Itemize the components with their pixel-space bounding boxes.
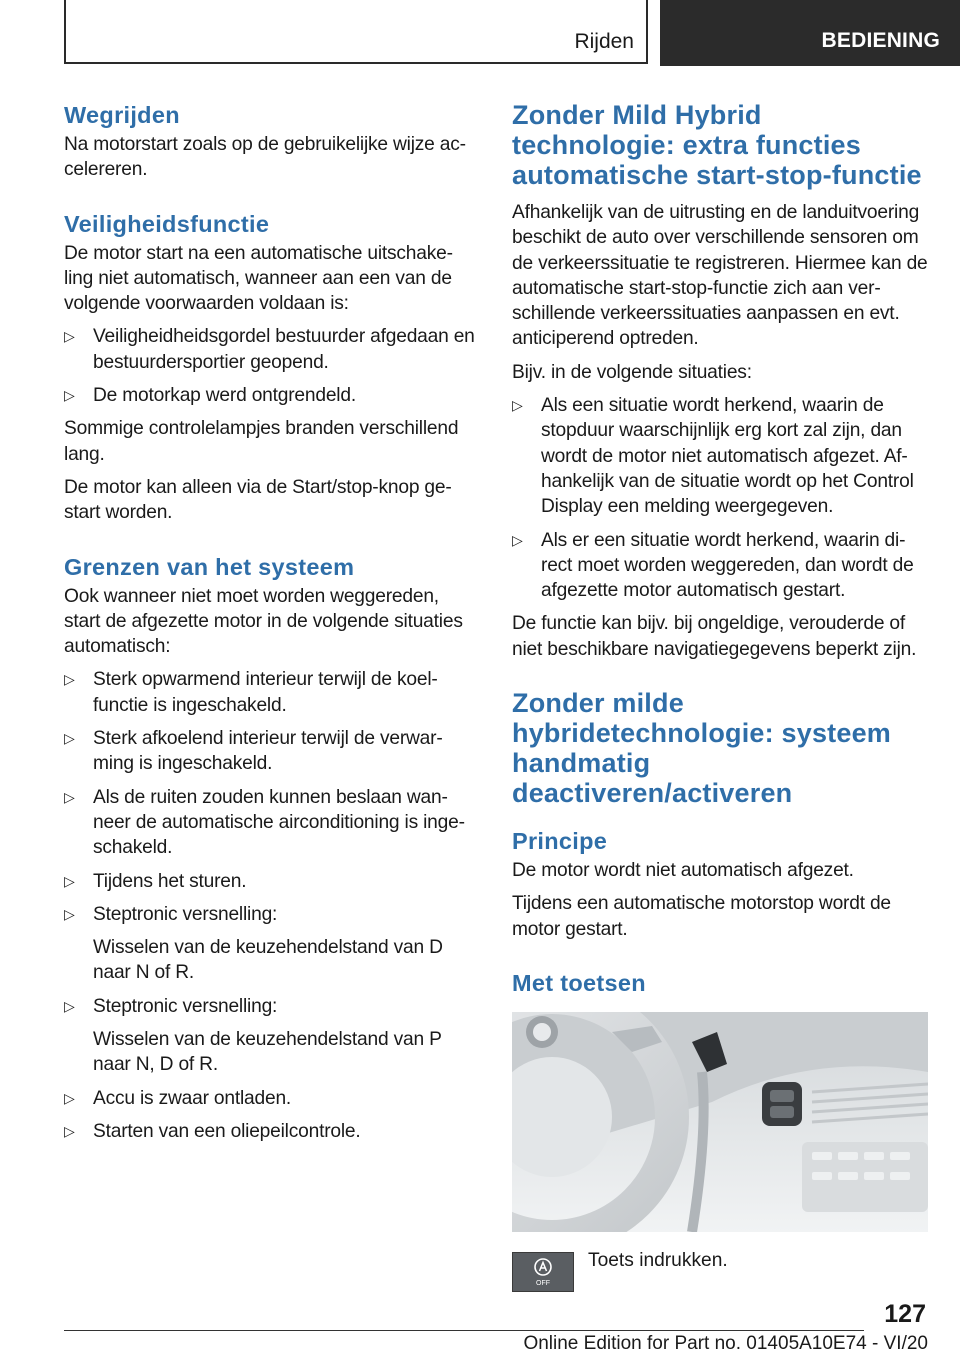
auto-start-stop-off-button[interactable]	[512, 1252, 574, 1292]
triangle-bullet-icon: ▷	[64, 788, 75, 805]
dashboard-illustration	[512, 1012, 928, 1232]
left-column	[64, 100, 476, 1152]
page-number: 127	[884, 1300, 926, 1328]
list-item: ▷ Als een situatie wordt herkend, waarin de stopduur waarschijnlijk erg kort zal zijn, dan wordt de motor niet automatisch afgezet. Af-hankelijk van de situatie wordt op het Control Display een melding weergegeven.	[512, 395, 914, 518]
heading-principe: Principe	[512, 828, 608, 855]
condition-list	[64, 324, 476, 408]
list-item: ▷ Als de ruiten zouden kunnen beslaan wan-neer de automatische airconditioning is inge-schakeld.	[64, 786, 465, 859]
heading-deactiveren: Zonder milde hybridetechnologie: systeem handmatig deactiveren/activeren	[512, 688, 891, 809]
list-item: ▷ Sterk opwarmend interieur terwijl de koel-functie is ingeschakeld.	[64, 669, 438, 716]
list-item: ▷ Veiligheidheidsgordel bestuurder afgedaan en bestuurdersportier geopend.	[64, 326, 475, 373]
footer-divider	[64, 1330, 864, 1331]
triangle-bullet-icon: ▷	[64, 872, 75, 889]
header-frame	[64, 0, 648, 64]
section-title: Rijden	[574, 30, 634, 53]
list-item: ▷ Steptronic versnelling: Wisselen van de keuzehendelstand van P naar N, D of R.	[64, 995, 442, 1076]
triangle-bullet-icon: ▷	[64, 905, 75, 922]
chapter-tab[interactable]	[660, 0, 960, 66]
list-item: ▷ Steptronic versnelling: Wisselen van de keuzehendelstand van D naar N of R.	[64, 903, 443, 984]
paragraph: De functie kan bijv. bij ongeldige, verouderde of niet beschikbare navigatiegegevens beperkt zijn.	[512, 613, 917, 660]
situation-list	[64, 667, 476, 1144]
paragraph: Na motorstart zoals op de gebruikelijke wijze ac-celereren.	[64, 134, 466, 181]
button-instruction	[512, 1248, 930, 1292]
triangle-bullet-icon: ▷	[64, 730, 75, 747]
paragraph: De motor start na een automatische uitschake-ling niet automatisch, wanneer aan een van de volgende voorwaarden voldaan is:	[64, 242, 453, 315]
list-item: ▷ Starten van een oliepeilcontrole.	[64, 1119, 476, 1144]
heading-grenzen: Grenzen van het systeem	[64, 553, 355, 580]
chapter-title: BEDIENING	[821, 29, 940, 52]
triangle-bullet-icon: ▷	[512, 397, 523, 414]
heading-mild-hybrid: Zonder Mild Hybrid technologie: extra functies automatische start-stop-functie	[512, 100, 922, 190]
list-item: ▷ Sterk afkoelend interieur terwijl de verwar-ming is ingeschakeld.	[64, 728, 443, 775]
edition-text: Online Edition for Part no. 01405A10E74 - VI/20	[523, 1333, 928, 1354]
heading-veiligheidsfunctie: Veiligheidsfunctie	[64, 210, 270, 237]
paragraph: Sommige controlelampjes branden verschillend lang.	[64, 418, 459, 465]
list-item: ▷ Als er een situatie wordt herkend, waarin di-rect moet worden weggereden, dan wordt de afgezette motor automatisch gestart.	[512, 529, 914, 602]
heading-wegrijden: Wegrijden	[64, 102, 180, 128]
situation-list	[512, 393, 930, 603]
paragraph: De motor wordt niet automatisch afgezet.	[512, 860, 854, 882]
triangle-bullet-icon: ▷	[64, 671, 75, 688]
paragraph: Afhankelijk van de uitrusting en de landuitvoering beschikt de auto over verschillende sensoren om de verkeerssituatie te registreren. Hiermee kan de automatische start-stop-functie zich aan ver-schillende verkeerssituaties aanpassen en evt. anticiperend optreden.	[512, 202, 928, 350]
triangle-bullet-icon: ▷	[64, 1122, 75, 1139]
paragraph: Bijv. in de volgende situaties:	[512, 361, 752, 383]
triangle-bullet-icon: ▷	[64, 387, 75, 404]
triangle-bullet-icon: ▷	[512, 531, 523, 548]
right-column	[512, 100, 930, 1292]
paragraph: De motor kan alleen via de Start/stop-knop ge-start worden.	[64, 476, 452, 524]
paragraph: Ook wanneer niet moet worden weggereden, start de afgezette motor in de volgende situaties automatisch:	[64, 585, 463, 658]
triangle-bullet-icon: ▷	[64, 328, 75, 345]
triangle-bullet-icon: ▷	[64, 1089, 75, 1106]
dashboard-photo	[512, 1012, 928, 1232]
list-item: ▷ Accu is zwaar ontladen.	[64, 1086, 476, 1111]
button-icon-text: OFF	[536, 1279, 550, 1287]
heading-met-toetsen: Met toetsen	[512, 969, 646, 996]
list-item: ▷ Tijdens het sturen.	[64, 869, 476, 894]
auto-start-stop-icon	[531, 1257, 555, 1287]
button-label: Toets indrukken.	[588, 1249, 728, 1271]
paragraph: Tijdens een automatische motorstop wordt de motor gestart.	[512, 893, 891, 940]
triangle-bullet-icon: ▷	[64, 997, 75, 1014]
list-item: ▷ De motorkap werd ontgrendeld.	[64, 383, 476, 408]
